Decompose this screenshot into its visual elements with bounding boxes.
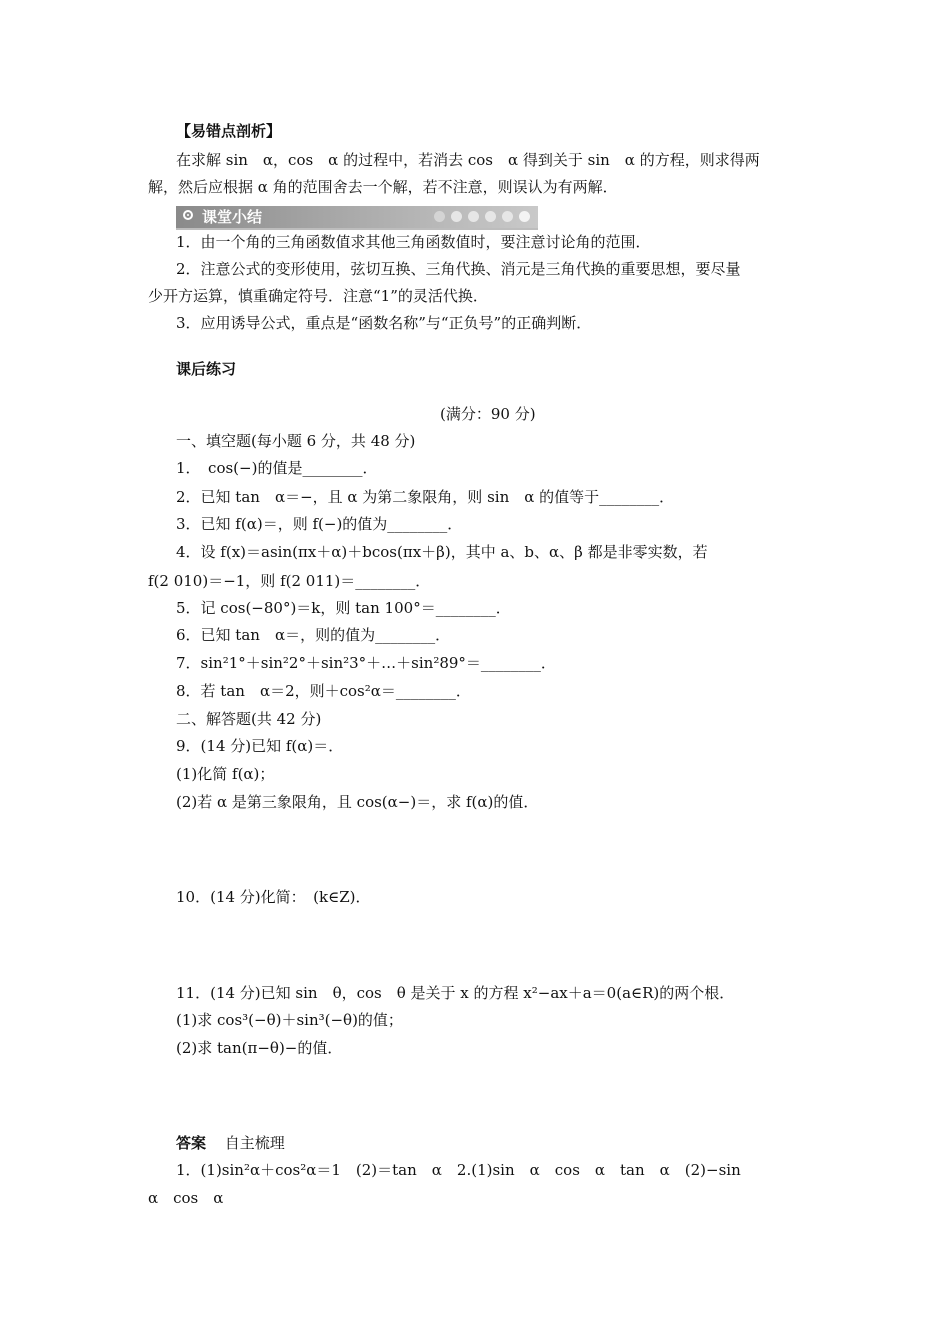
practice-score: (满分：90 分)	[440, 405, 536, 423]
question-7: 7．sin²1°＋sin²2°＋sin²3°＋…＋sin²89°＝________．	[176, 654, 556, 672]
pitfall-text-line-1: 在求解 sin α，cos α 的过程中，若消去 cos α 得到关于 sin α 的方程，则求得两	[176, 151, 760, 169]
summary-item-1: 1．由一个角的三角函数值求其他三角函数值时，要注意讨论角的范围．	[176, 233, 651, 251]
summary-item-2-cont: 少开方运算，慎重确定符号．注意“1”的灵活代换．	[148, 287, 488, 305]
question-11-part-2: (2)求 tan(π−θ)−的值．	[176, 1039, 343, 1057]
circle-bullet-icon	[183, 210, 193, 220]
summary-item-2: 2．注意公式的变形使用，弦切互换、三角代换、消元是三角代换的重要思想，要尽量	[176, 260, 741, 278]
pitfall-text-line-2: 解，然后应根据 α 角的范围舍去一个解，若不注意，则误认为有两解．	[148, 178, 618, 196]
question-11: 11．(14 分)已知 sin θ，cos θ 是关于 x 的方程 x²−ax＋a＝0(a∈R)的两个根．	[176, 984, 735, 1002]
question-9-part-2: (2)若 α 是第三象限角，且 cos(α−)＝，求 f(α)的值．	[176, 793, 539, 811]
question-8: 8．若 tan α＝2，则＋cos²α＝________．	[176, 682, 471, 700]
answers-heading-row	[176, 1133, 285, 1153]
question-1: 1． cos(−)的值是________．	[176, 459, 378, 477]
practice-heading: 课后练习	[176, 360, 237, 378]
part1-heading: 一、填空题(每小题 6 分，共 48 分)	[176, 432, 416, 450]
question-6: 6．已知 tan α＝，则的值为________．	[176, 626, 451, 644]
part2-heading: 二、解答题(共 42 分)	[176, 710, 322, 728]
answers-subheading: 自主梳理	[224, 1134, 285, 1152]
pitfall-heading: 【易错点剖析】	[176, 122, 282, 140]
question-3: 3．已知 f(α)＝，则 f(−)的值为________．	[176, 515, 463, 533]
question-11-part-1: (1)求 cos³(−θ)＋sin³(−θ)的值；	[176, 1011, 403, 1029]
question-4-line-1: 4．设 f(x)＝asin(πx＋α)＋bcos(πx＋β)，其中 a、b、α、β 都是非零实数，若	[176, 543, 708, 561]
question-4-line-2: f(2 010)＝−1，则 f(2 011)＝________．	[148, 572, 431, 590]
question-9: 9．(14 分)已知 f(α)＝．	[176, 737, 344, 755]
answers-heading: 答案	[176, 1134, 207, 1152]
summary-item-3: 3．应用诱导公式，重点是“函数名称”与“正负号”的正确判断．	[176, 314, 592, 332]
summary-banner	[176, 206, 538, 230]
question-9-part-1: (1)化简 f(α)；	[176, 765, 275, 783]
question-5: 5．记 cos(−80°)＝k，则 tan 100°＝________．	[176, 599, 511, 617]
answers-line-2: α cos α	[148, 1189, 224, 1207]
answers-line-1: 1．(1)sin²α＋cos²α＝1 (2)＝tan α 2.(1)sin α cos α tan α (2)−sin	[176, 1161, 741, 1179]
question-2: 2．已知 tan α＝−，且 α 为第二象限角，则 sin α 的值等于________．	[176, 488, 675, 506]
decorative-dots	[434, 211, 530, 222]
summary-banner-title: 课堂小结	[202, 208, 263, 226]
question-10: 10．(14 分)化简： (k∈Z)．	[176, 888, 371, 906]
